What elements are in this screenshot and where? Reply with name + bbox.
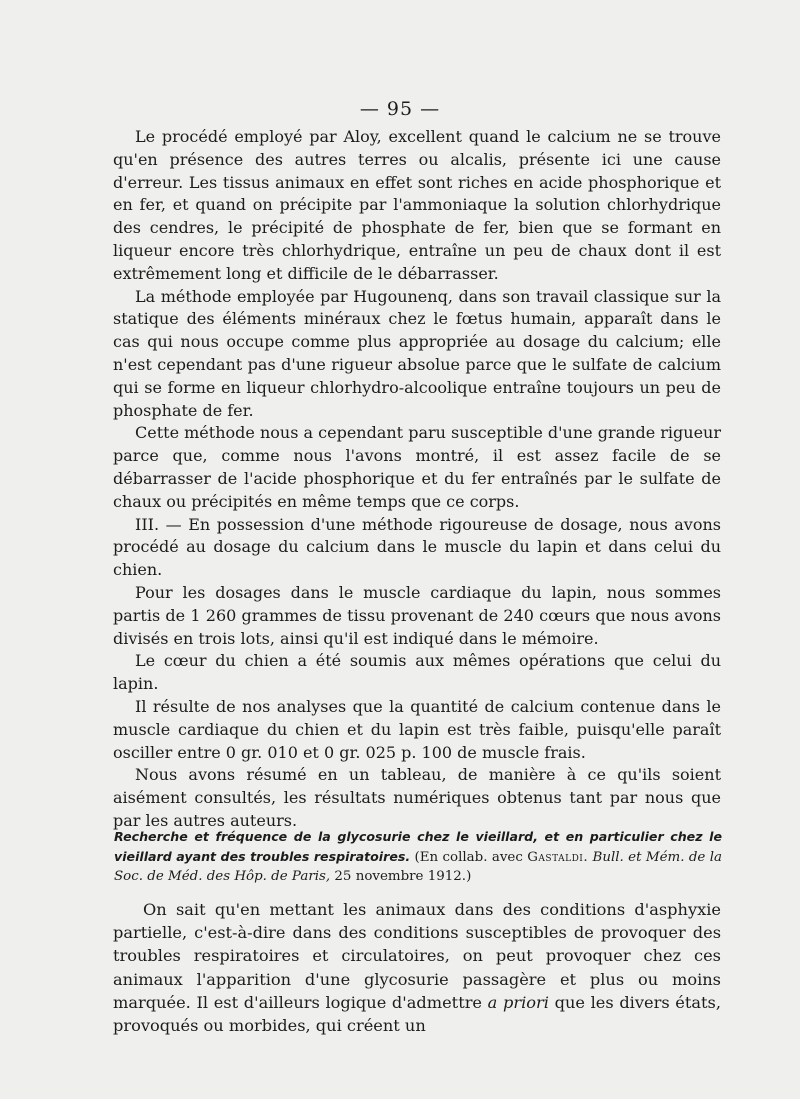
body-text [113, 126, 721, 833]
journal-reference: Bull. et Mém. de la Soc. de Méd. des Hôp. de Paris, [114, 850, 722, 884]
collab-prefix: (En collab. avec [414, 850, 523, 865]
paragraph-summary-table: Nous avons résumé en un tableau, de manière à ce qu'ils soient aisément consultés, les résultats numériques obtenus tant par nous que par les autres auteurs. [113, 765, 721, 830]
glycosuria-text-end: que les divers états, provoqués ou morbides, qui créent un [113, 992, 721, 1036]
paragraph-method-rigor: Cette méthode nous a cependant paru susceptible d'une grande rigueur parce que, comme nous l'avons montré, il est assez facile de se débarrasser de l'acide phosphorique et du fer entraînés par le sulfate de chaux ou précipités en même temps que ce corps. [113, 423, 721, 511]
glycosuria-italic-term: a priori [487, 992, 549, 1012]
glycosuria-text-start: On sait qu'en mettant les animaux dans des conditions d'asphyxie partielle, c'est-à-dire dans des conditions susceptibles de provoquer des troubles respiratoires et circulatoires, on peut provoquer chez ces animaux l'apparition d'une glycosurie passagère et plus ou moins marquée. Il est d'ailleurs logique d'admettre [113, 900, 721, 1012]
section-title: Recherche et fréquence de la glycosurie chez le vieillard, et en particulier chez le vieillard ayant des troubles respiratoires. [114, 829, 722, 864]
section-heading [114, 827, 722, 886]
paragraph-dog-heart: Le cœur du chien a été soumis aux mêmes opérations que celui du lapin. [113, 651, 721, 694]
page-number: — 95 — [359, 98, 441, 120]
paragraph-hugounenq-method: La méthode employée par Hugounenq, dans son travail classique sur la statique des éléments minéraux chez le fœtus humain, apparaît dans le cas qui nous occupe comme plus appropriée au dosage du calcium; elle n'est cependant pas d'une rigueur absolue parce que le sulfate de calcium qui se forme en liqueur chlorhydro-alcoolique entraîne toujours un peu de phosphate de fer. [113, 286, 721, 420]
paragraph-glycosuria [113, 898, 721, 1037]
paragraph-rabbit-dosage: Pour les dosages dans le muscle cardiaque du lapin, nous sommes partis de 1 260 grammes de tissu provenant de 240 cœurs que nous avons divisés en trois lots, ainsi qu'il est indiqué dans le mémoire. [113, 582, 721, 648]
paragraph-results: Il résulte de nos analyses que la quantité de calcium contenue dans le muscle cardiaque du chien et du lapin est très faible, puisqu'elle paraît osciller entre 0 gr. 010 et 0 gr. 025 p. 100 de muscle frais. [113, 696, 721, 762]
final-text [113, 898, 721, 1037]
paragraph-section-three: III. — En possession d'une méthode rigoureuse de dosage, nous avons procédé au dosage du calcium dans le muscle du lapin et dans celui du chien. [113, 514, 721, 580]
coauthor-name: Gastaldi. [527, 850, 589, 865]
publication-date: 25 novembre 1912.) [334, 869, 472, 884]
paragraph-aloy-method: Le procédé employé par Aloy, excellent quand le calcium ne se trouve qu'en présence des autres terres ou alcalis, présente ici une cause d'erreur. Les tissus animaux en effet sont riches en acide phosphorique et en fer, et quand on précipite par l'ammoniaque la solution chlorhydrique des cendres, le précipité de phosphate de fer, bien que se formant en liqueur encore très chlorhydrique, entraîne un peu de chaux dont il est extrêmement long et difficile de le débarrasser. [113, 127, 721, 283]
